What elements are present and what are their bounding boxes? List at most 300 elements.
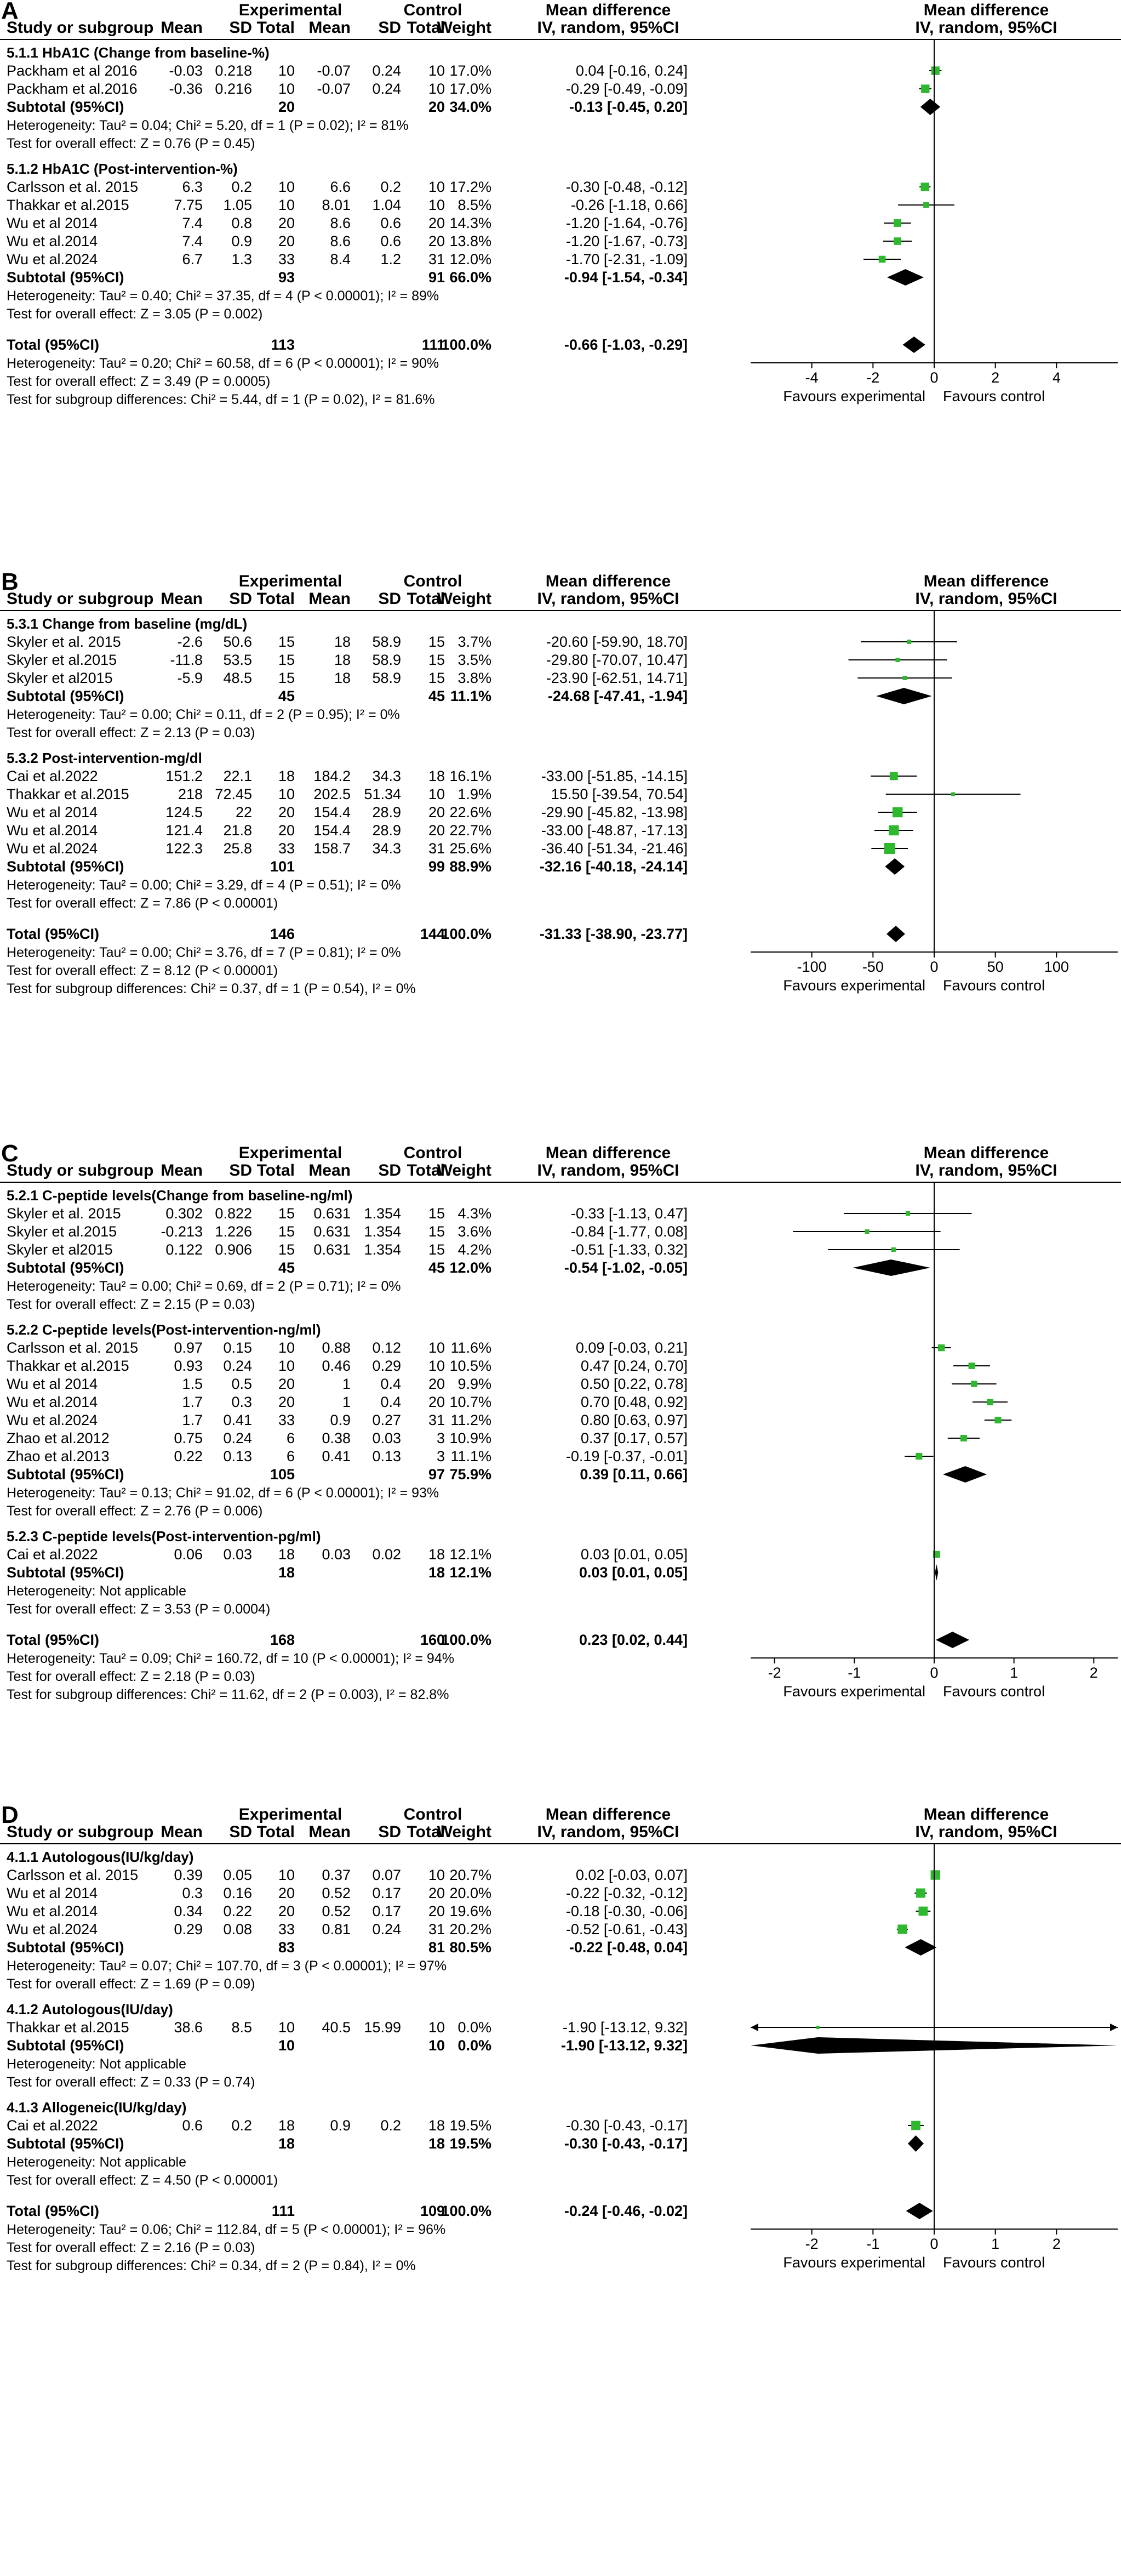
subtotal-diamond [935, 1564, 938, 1581]
subtotal-exp-total: 10 [278, 2037, 295, 2054]
header-control: Control [403, 1, 462, 19]
mean-difference-ci: -0.18 [-0.30, -0.06] [565, 1903, 688, 1919]
ctl-mean: 0.9 [330, 2117, 351, 2134]
ctl-sd: 0.24 [372, 81, 401, 97]
exp-mean: 122.3 [165, 840, 203, 857]
subtotal-label: Subtotal (95%CI) [7, 1259, 124, 1276]
ctl-sd: 34.3 [372, 768, 401, 784]
subtotal-label: Subtotal (95%CI) [7, 2037, 124, 2054]
header-mean-difference: Mean difference [545, 572, 671, 590]
ctl-sd: 0.17 [372, 1903, 401, 1919]
ctl-sd: 0.4 [380, 1394, 401, 1410]
header-study: Study or subgroup [7, 1161, 154, 1179]
study-4-point [894, 237, 901, 245]
ctl-sd: 0.4 [380, 1376, 401, 1392]
subtotal-ctl-total: 18 [428, 1564, 445, 1581]
mean-difference-ci: -23.90 [-62.51, 14.71] [546, 670, 688, 686]
exp-total: 18 [278, 768, 295, 784]
study-2-point [969, 1363, 975, 1369]
total-ci: -0.24 [-0.46, -0.02] [564, 2203, 688, 2219]
ctl-sd: 0.02 [372, 1546, 401, 1563]
weight: 22.7% [449, 822, 491, 839]
exp-sd: 1.05 [223, 197, 252, 213]
exp-total: 10 [278, 1340, 295, 1356]
ctl-mean: 18 [334, 670, 351, 686]
exp-mean: 0.122 [165, 1241, 203, 1258]
exp-total: 33 [278, 251, 295, 267]
study-4-point [897, 1924, 907, 1934]
weight: 10.9% [449, 1430, 491, 1446]
subtotal-label: Subtotal (95%CI) [7, 2135, 124, 2152]
subtotal-diamond [853, 1259, 930, 1276]
exp-total: 10 [278, 1358, 295, 1374]
ctl-total: 10 [428, 2019, 445, 2036]
exp-total: 10 [278, 197, 295, 213]
weight: 13.8% [449, 233, 491, 249]
study-name: Thakkar et al.2015 [7, 786, 129, 802]
overall-effect-text: Test for overall effect: Z = 4.50 (P < 0.00001) [7, 2173, 278, 2188]
subtotal-ctl-total: 91 [428, 269, 445, 286]
x-axis-tick-label: -100 [797, 959, 827, 975]
weight: 17.0% [449, 81, 491, 97]
exp-total: 15 [278, 652, 295, 668]
ctl-total: 18 [428, 2117, 445, 2134]
heterogeneity-text: Heterogeneity: Tau² = 0.00; Chi² = 0.69, df = 2 (P = 0.71); I² = 0% [7, 1279, 401, 1294]
ctl-sd: 58.9 [372, 652, 401, 668]
study-3-point [891, 1247, 896, 1252]
exp-sd: 0.5 [231, 1376, 252, 1392]
subtotal-weight: 12.1% [449, 1564, 491, 1581]
study-name: Wu et al 2014 [7, 215, 98, 231]
header-method: IV, random, 95%CI [537, 1161, 679, 1179]
header-sd-exp: SD [229, 1161, 252, 1179]
ctl-sd: 0.03 [372, 1430, 401, 1446]
header-mean-exp: Mean [161, 1823, 203, 1841]
ctl-sd: 58.9 [372, 634, 401, 650]
exp-mean: 0.39 [174, 1867, 203, 1883]
ctl-total: 18 [428, 1546, 445, 1563]
ctl-total: 20 [428, 822, 445, 839]
weight: 19.6% [449, 1903, 491, 1919]
ctl-sd: 0.6 [380, 233, 401, 249]
subgroup-title: 4.1.1 Autologous(IU/kg/day) [7, 1849, 194, 1865]
header-control: Control [403, 1144, 462, 1162]
subtotal-label: Subtotal (95%CI) [7, 858, 124, 875]
header-mean-ctl: Mean [308, 19, 351, 37]
overall-effect-text: Test for overall effect: Z = 2.15 (P = 0.03) [7, 1297, 255, 1312]
x-axis-tick-label: 2 [1089, 1665, 1098, 1681]
ctl-total: 31 [428, 251, 445, 267]
subtotal-ci: -0.94 [-1.54, -0.34] [564, 269, 688, 286]
ctl-mean: 0.81 [322, 1921, 351, 1937]
exp-sd: 0.216 [215, 81, 252, 97]
ctl-mean: 6.6 [330, 179, 351, 195]
weight: 11.6% [450, 1340, 491, 1356]
overall-effect-text: Test for overall effect: Z = 3.53 (P = 0.0004) [7, 1602, 271, 1617]
ctl-mean: 0.631 [313, 1205, 351, 1222]
total-exp: 146 [270, 926, 295, 942]
total-weight: 100.0% [441, 1632, 491, 1648]
mean-difference-ci: 0.09 [-0.03, 0.21] [575, 1340, 688, 1356]
exp-sd: 22.1 [223, 768, 252, 784]
header-total-exp: Total [256, 1823, 295, 1841]
mean-difference-ci: -0.26 [-1.18, 0.66] [570, 197, 688, 213]
ctl-sd: 1.2 [380, 251, 401, 267]
exp-mean: 1.7 [182, 1412, 203, 1428]
header-mean-difference: Mean difference [545, 1805, 671, 1823]
study-name: Thakkar et al.2015 [7, 1358, 129, 1374]
weight: 20.7% [449, 1867, 491, 1883]
header-control: Control [403, 1805, 462, 1823]
favours-experimental-label: Favours experimental [783, 388, 925, 404]
exp-mean: 1.5 [182, 1376, 203, 1392]
subtotal-ctl-total: 45 [428, 1259, 445, 1276]
footer-text: Test for subgroup differences: Chi² = 0.34, df = 2 (P = 0.84), I² = 0% [7, 2258, 416, 2273]
heterogeneity-text: Heterogeneity: Tau² = 0.07; Chi² = 107.70, df = 3 (P < 0.00001); I² = 97% [7, 1958, 447, 1974]
favours-control-label: Favours control [943, 977, 1045, 994]
study-4-point [987, 1399, 993, 1405]
exp-mean: 0.06 [174, 1546, 203, 1563]
ctl-total: 20 [428, 233, 445, 249]
exp-total: 6 [286, 1448, 295, 1464]
weight: 25.6% [449, 840, 491, 857]
header-total-exp: Total [256, 19, 295, 37]
ctl-mean: 202.5 [313, 786, 351, 802]
ctl-mean: 154.4 [313, 804, 351, 820]
ctl-sd: 0.29 [372, 1358, 401, 1374]
exp-mean: -11.8 [170, 652, 203, 668]
exp-sd: 0.218 [215, 62, 252, 79]
x-axis-tick-label: 0 [930, 1665, 939, 1681]
study-name: Wu et al.2014 [7, 1394, 98, 1410]
favours-experimental-label: Favours experimental [783, 1683, 925, 1700]
study-name: Thakkar et al.2015 [7, 2019, 129, 2036]
ctl-total: 10 [428, 786, 445, 802]
mean-difference-ci: -1.20 [-1.67, -0.73] [565, 233, 688, 249]
mean-difference-ci: -0.84 [-1.77, 0.08] [570, 1223, 688, 1240]
overall-effect-text: Test for overall effect: Z = 0.33 (P = 0.74) [7, 2075, 255, 2090]
study-2-point [895, 658, 900, 662]
subtotal-ci: -1.90 [-13.12, 9.32] [560, 2037, 688, 2054]
ctl-mean: 8.6 [330, 215, 351, 231]
subtotal-weight: 11.1% [450, 688, 491, 704]
exp-sd: 0.8 [231, 215, 252, 231]
mean-difference-ci: -29.90 [-45.82, -13.98] [541, 804, 688, 820]
study-1-arrow-left [751, 2024, 758, 2031]
ctl-total: 3 [436, 1448, 445, 1464]
header-experimental: Experimental [238, 572, 342, 590]
ctl-sd: 58.9 [372, 670, 401, 686]
subtotal-diamond [905, 1939, 936, 1956]
exp-mean: 0.22 [174, 1448, 203, 1464]
mean-difference-ci: 0.70 [0.48, 0.92] [580, 1394, 688, 1410]
mean-difference-ci: -1.90 [-13.12, 9.32] [562, 2019, 688, 2036]
ctl-mean: 0.52 [322, 1903, 351, 1919]
total-ci: -31.33 [-38.90, -23.77] [539, 926, 688, 942]
exp-mean: 38.6 [174, 2019, 203, 2036]
exp-sd: 0.822 [215, 1205, 252, 1222]
exp-sd: 72.45 [215, 786, 252, 802]
ctl-total: 10 [428, 62, 445, 79]
exp-mean: 0.93 [174, 1358, 203, 1374]
exp-sd: 0.08 [223, 1921, 252, 1937]
subtotal-weight: 88.9% [449, 858, 491, 875]
subtotal-ctl-total: 18 [428, 2135, 445, 2152]
x-axis-tick-label: -1 [848, 1665, 861, 1681]
subtotal-weight: 80.5% [449, 1939, 491, 1956]
mean-difference-ci: 0.80 [0.63, 0.97] [580, 1412, 688, 1428]
x-axis-tick-label: 100 [1044, 959, 1069, 975]
study-1-point [931, 1870, 940, 1879]
header-method: IV, random, 95%CI [537, 590, 679, 608]
mean-difference-ci: -0.30 [-0.48, -0.12] [565, 179, 688, 195]
ctl-sd: 0.2 [380, 2117, 401, 2134]
exp-total: 10 [278, 1867, 295, 1883]
x-axis-tick-label: 0 [930, 369, 939, 386]
study-name: Skyler et al. 2015 [7, 634, 121, 650]
weight: 12.0% [449, 251, 491, 267]
study-3-point [971, 1381, 977, 1387]
exp-total: 33 [278, 840, 295, 857]
overall-effect-text: Test for overall effect: Z = 2.13 (P = 0.03) [7, 725, 255, 740]
ctl-sd: 1.354 [364, 1223, 401, 1240]
mean-difference-ci: 0.37 [0.17, 0.57] [580, 1430, 688, 1446]
ctl-total: 10 [428, 1358, 445, 1374]
mean-difference-ci: 0.02 [-0.03, 0.07] [575, 1867, 688, 1883]
study-1-arrow-right [1110, 2024, 1118, 2031]
exp-sd: 1.3 [231, 251, 252, 267]
total-label: Total (95%CI) [7, 926, 100, 942]
subtotal-diamond [876, 688, 932, 704]
subtotal-exp-total: 45 [278, 1259, 295, 1276]
favours-control-label: Favours control [943, 2254, 1045, 2271]
ctl-sd: 0.24 [372, 1921, 401, 1937]
weight: 10.7% [449, 1394, 491, 1410]
ctl-sd: 1.04 [372, 197, 401, 213]
study-3-point [893, 807, 902, 817]
study-1-point [907, 640, 911, 644]
study-1-point [816, 2026, 820, 2029]
ctl-total: 15 [428, 1223, 445, 1240]
favours-experimental-label: Favours experimental [783, 977, 925, 994]
exp-sd: 1.226 [215, 1223, 252, 1240]
total-weight: 100.0% [441, 926, 491, 942]
ctl-mean: 0.46 [322, 1358, 351, 1374]
mean-difference-ci: 0.50 [0.22, 0.78] [580, 1376, 688, 1392]
heterogeneity-text: Heterogeneity: Not applicable [7, 2056, 186, 2072]
total-ci: 0.23 [0.02, 0.44] [579, 1632, 688, 1648]
header-total-exp: Total [256, 590, 295, 608]
subtotal-ctl-total: 81 [428, 1939, 445, 1956]
weight: 9.9% [457, 1376, 491, 1392]
total-diamond [902, 337, 925, 353]
exp-total: 15 [278, 670, 295, 686]
header-total-ctl: Total [407, 590, 445, 608]
x-axis-tick-label: 0 [930, 959, 939, 975]
weight: 22.6% [449, 804, 491, 820]
header-weight: Weight [437, 19, 491, 37]
ctl-total: 15 [428, 652, 445, 668]
weight: 8.5% [457, 197, 491, 213]
weight: 4.3% [457, 1205, 491, 1222]
weight: 11.2% [450, 1412, 491, 1428]
weight: 0.0% [457, 2019, 491, 2036]
exp-mean: 0.97 [174, 1340, 203, 1356]
header-method-plot: IV, random, 95%CI [915, 1161, 1057, 1179]
exp-sd: 0.3 [231, 1394, 252, 1410]
subtotal-ci: -24.68 [-47.41, -1.94] [547, 688, 688, 704]
overall-effect-text: Test for overall effect: Z = 3.05 (P = 0.002) [7, 306, 263, 322]
ctl-mean: 1 [342, 1394, 351, 1410]
total-ctl: 160 [420, 1632, 445, 1648]
header-weight: Weight [437, 1823, 491, 1841]
subtotal-exp-total: 20 [278, 99, 295, 115]
exp-sd: 0.22 [223, 1903, 252, 1919]
header-control: Control [403, 572, 462, 590]
subtotal-label: Subtotal (95%CI) [7, 269, 124, 286]
exp-total: 20 [278, 822, 295, 839]
subtotal-ci: -0.30 [-0.43, -0.17] [564, 2135, 688, 2152]
subgroup-title: 5.2.2 C-peptide levels(Post-intervention-ng/ml) [7, 1321, 321, 1338]
x-axis-tick-label: 4 [1052, 369, 1061, 386]
study-2-point [923, 202, 929, 208]
header-sd-exp: SD [229, 590, 252, 608]
heterogeneity-text: Heterogeneity: Tau² = 0.00; Chi² = 0.11, df = 2 (P = 0.95); I² = 0% [7, 707, 400, 722]
subtotal-ctl-total: 99 [428, 858, 445, 875]
header-mean-difference-plot: Mean difference [923, 1144, 1049, 1162]
exp-sd: 0.9 [231, 233, 252, 249]
footer-text: Test for subgroup differences: Chi² = 5.44, df = 1 (P = 0.02), I² = 81.6% [7, 392, 435, 407]
subtotal-exp-total: 83 [278, 1939, 295, 1956]
subgroup-title: 5.1.2 HbA1C (Post-intervention-%) [7, 161, 238, 177]
mean-difference-ci: -1.70 [-2.31, -1.09] [565, 251, 688, 267]
subtotal-ci: -0.54 [-1.02, -0.05] [564, 1259, 688, 1276]
x-axis-tick-label: 2 [991, 369, 1000, 386]
exp-mean: 1.7 [182, 1394, 203, 1410]
header-mean-exp: Mean [161, 1161, 203, 1179]
total-label: Total (95%CI) [7, 337, 100, 353]
header-sd-ctl: SD [378, 1161, 401, 1179]
ctl-total: 18 [428, 768, 445, 784]
study-name: Cai et al.2022 [7, 2117, 98, 2134]
exp-total: 10 [278, 2019, 295, 2036]
ctl-total: 10 [428, 1340, 445, 1356]
study-3-point [903, 676, 907, 680]
header-mean-difference-plot: Mean difference [923, 1, 1049, 19]
x-axis-tick-label: 50 [987, 959, 1004, 975]
exp-mean: 124.5 [165, 804, 203, 820]
exp-total: 20 [278, 804, 295, 820]
study-2-point [916, 1889, 925, 1898]
total-diamond [936, 1632, 969, 1648]
exp-total: 33 [278, 1412, 295, 1428]
weight: 11.1% [450, 1448, 491, 1464]
weight: 17.0% [449, 62, 491, 79]
study-name: Wu et al.2024 [7, 840, 98, 857]
header-sd-ctl: SD [378, 1823, 401, 1841]
total-exp: 113 [271, 337, 295, 353]
mean-difference-ci: -0.51 [-1.33, 0.32] [570, 1241, 688, 1258]
exp-mean: -2.6 [177, 634, 203, 650]
ctl-mean: 1 [342, 1376, 351, 1392]
exp-total: 18 [278, 1546, 295, 1563]
overall-effect-text: Test for overall effect: Z = 1.69 (P = 0.09) [7, 1976, 255, 1992]
footer-text: Heterogeneity: Tau² = 0.00; Chi² = 3.76, df = 7 (P = 0.81); I² = 0% [7, 945, 401, 960]
study-name: Carlsson et al. 2015 [7, 1340, 139, 1356]
ctl-mean: 158.7 [313, 840, 351, 857]
ctl-total: 20 [428, 1885, 445, 1901]
ctl-sd: 0.24 [372, 62, 401, 79]
subtotal-label: Subtotal (95%CI) [7, 1466, 124, 1483]
study-name: Packham et al 2016 [7, 62, 138, 79]
exp-sd: 25.8 [223, 840, 252, 857]
weight: 16.1% [449, 768, 491, 784]
header-experimental: Experimental [238, 1, 342, 19]
ctl-sd: 0.13 [372, 1448, 401, 1464]
study-1-point [921, 183, 929, 191]
exp-sd: 48.5 [223, 670, 252, 686]
ctl-mean: 0.52 [322, 1885, 351, 1901]
mean-difference-ci: -0.29 [-0.49, -0.09] [565, 81, 688, 97]
weight: 20.2% [449, 1921, 491, 1937]
ctl-total: 10 [428, 179, 445, 195]
exp-total: 15 [278, 1223, 295, 1240]
footer-text: Test for subgroup differences: Chi² = 11.62, df = 2 (P = 0.003), I² = 82.8% [7, 1687, 449, 1702]
exp-total: 10 [278, 786, 295, 802]
subtotal-diamond [885, 858, 905, 875]
exp-mean: 151.2 [165, 768, 203, 784]
total-ctl: 144 [420, 926, 445, 942]
x-axis-tick-label: -50 [862, 959, 884, 975]
subtotal-ctl-total: 20 [428, 99, 445, 115]
study-4-point [889, 825, 899, 835]
exp-mean: 7.75 [174, 197, 203, 213]
ctl-mean: -0.07 [317, 62, 351, 79]
header-method-plot: IV, random, 95%CI [915, 590, 1057, 608]
total-weight: 100.0% [441, 337, 491, 353]
mean-difference-ci: -0.52 [-0.61, -0.43] [565, 1921, 688, 1937]
total-diamond [906, 2203, 933, 2219]
exp-mean: 121.4 [165, 822, 203, 839]
ctl-total: 10 [428, 197, 445, 213]
mean-difference-ci: -20.60 [-59.90, 18.70] [546, 634, 688, 650]
ctl-mean: 18 [334, 634, 351, 650]
subtotal-exp-total: 93 [278, 269, 295, 286]
weight: 3.6% [457, 1223, 491, 1240]
heterogeneity-text: Heterogeneity: Tau² = 0.40; Chi² = 37.35, df = 4 (P < 0.00001); I² = 89% [7, 288, 439, 304]
ctl-sd: 1.354 [364, 1241, 401, 1258]
panel-letter: D [1, 1802, 19, 1828]
exp-sd: 0.2 [231, 179, 252, 195]
x-axis-tick-label: -4 [805, 369, 819, 386]
subtotal-weight: 34.0% [449, 99, 491, 115]
mean-difference-ci: 0.03 [0.01, 0.05] [580, 1546, 688, 1563]
exp-mean: 6.3 [182, 179, 203, 195]
header-mean-ctl: Mean [308, 1823, 351, 1841]
header-method: IV, random, 95%CI [537, 19, 679, 37]
subtotal-ci: -32.16 [-40.18, -24.14] [539, 858, 688, 875]
study-1-point [938, 1344, 945, 1351]
ctl-total: 31 [428, 1921, 445, 1937]
exp-total: 20 [278, 1885, 295, 1901]
header-mean-difference: Mean difference [545, 1144, 671, 1162]
exp-mean: -5.9 [177, 670, 203, 686]
subtotal-diamond [943, 1466, 987, 1483]
header-total-ctl: Total [407, 1161, 445, 1179]
weight: 19.5% [449, 2117, 491, 2134]
study-name: Skyler et al.2015 [7, 652, 117, 668]
weight: 12.1% [449, 1546, 491, 1563]
